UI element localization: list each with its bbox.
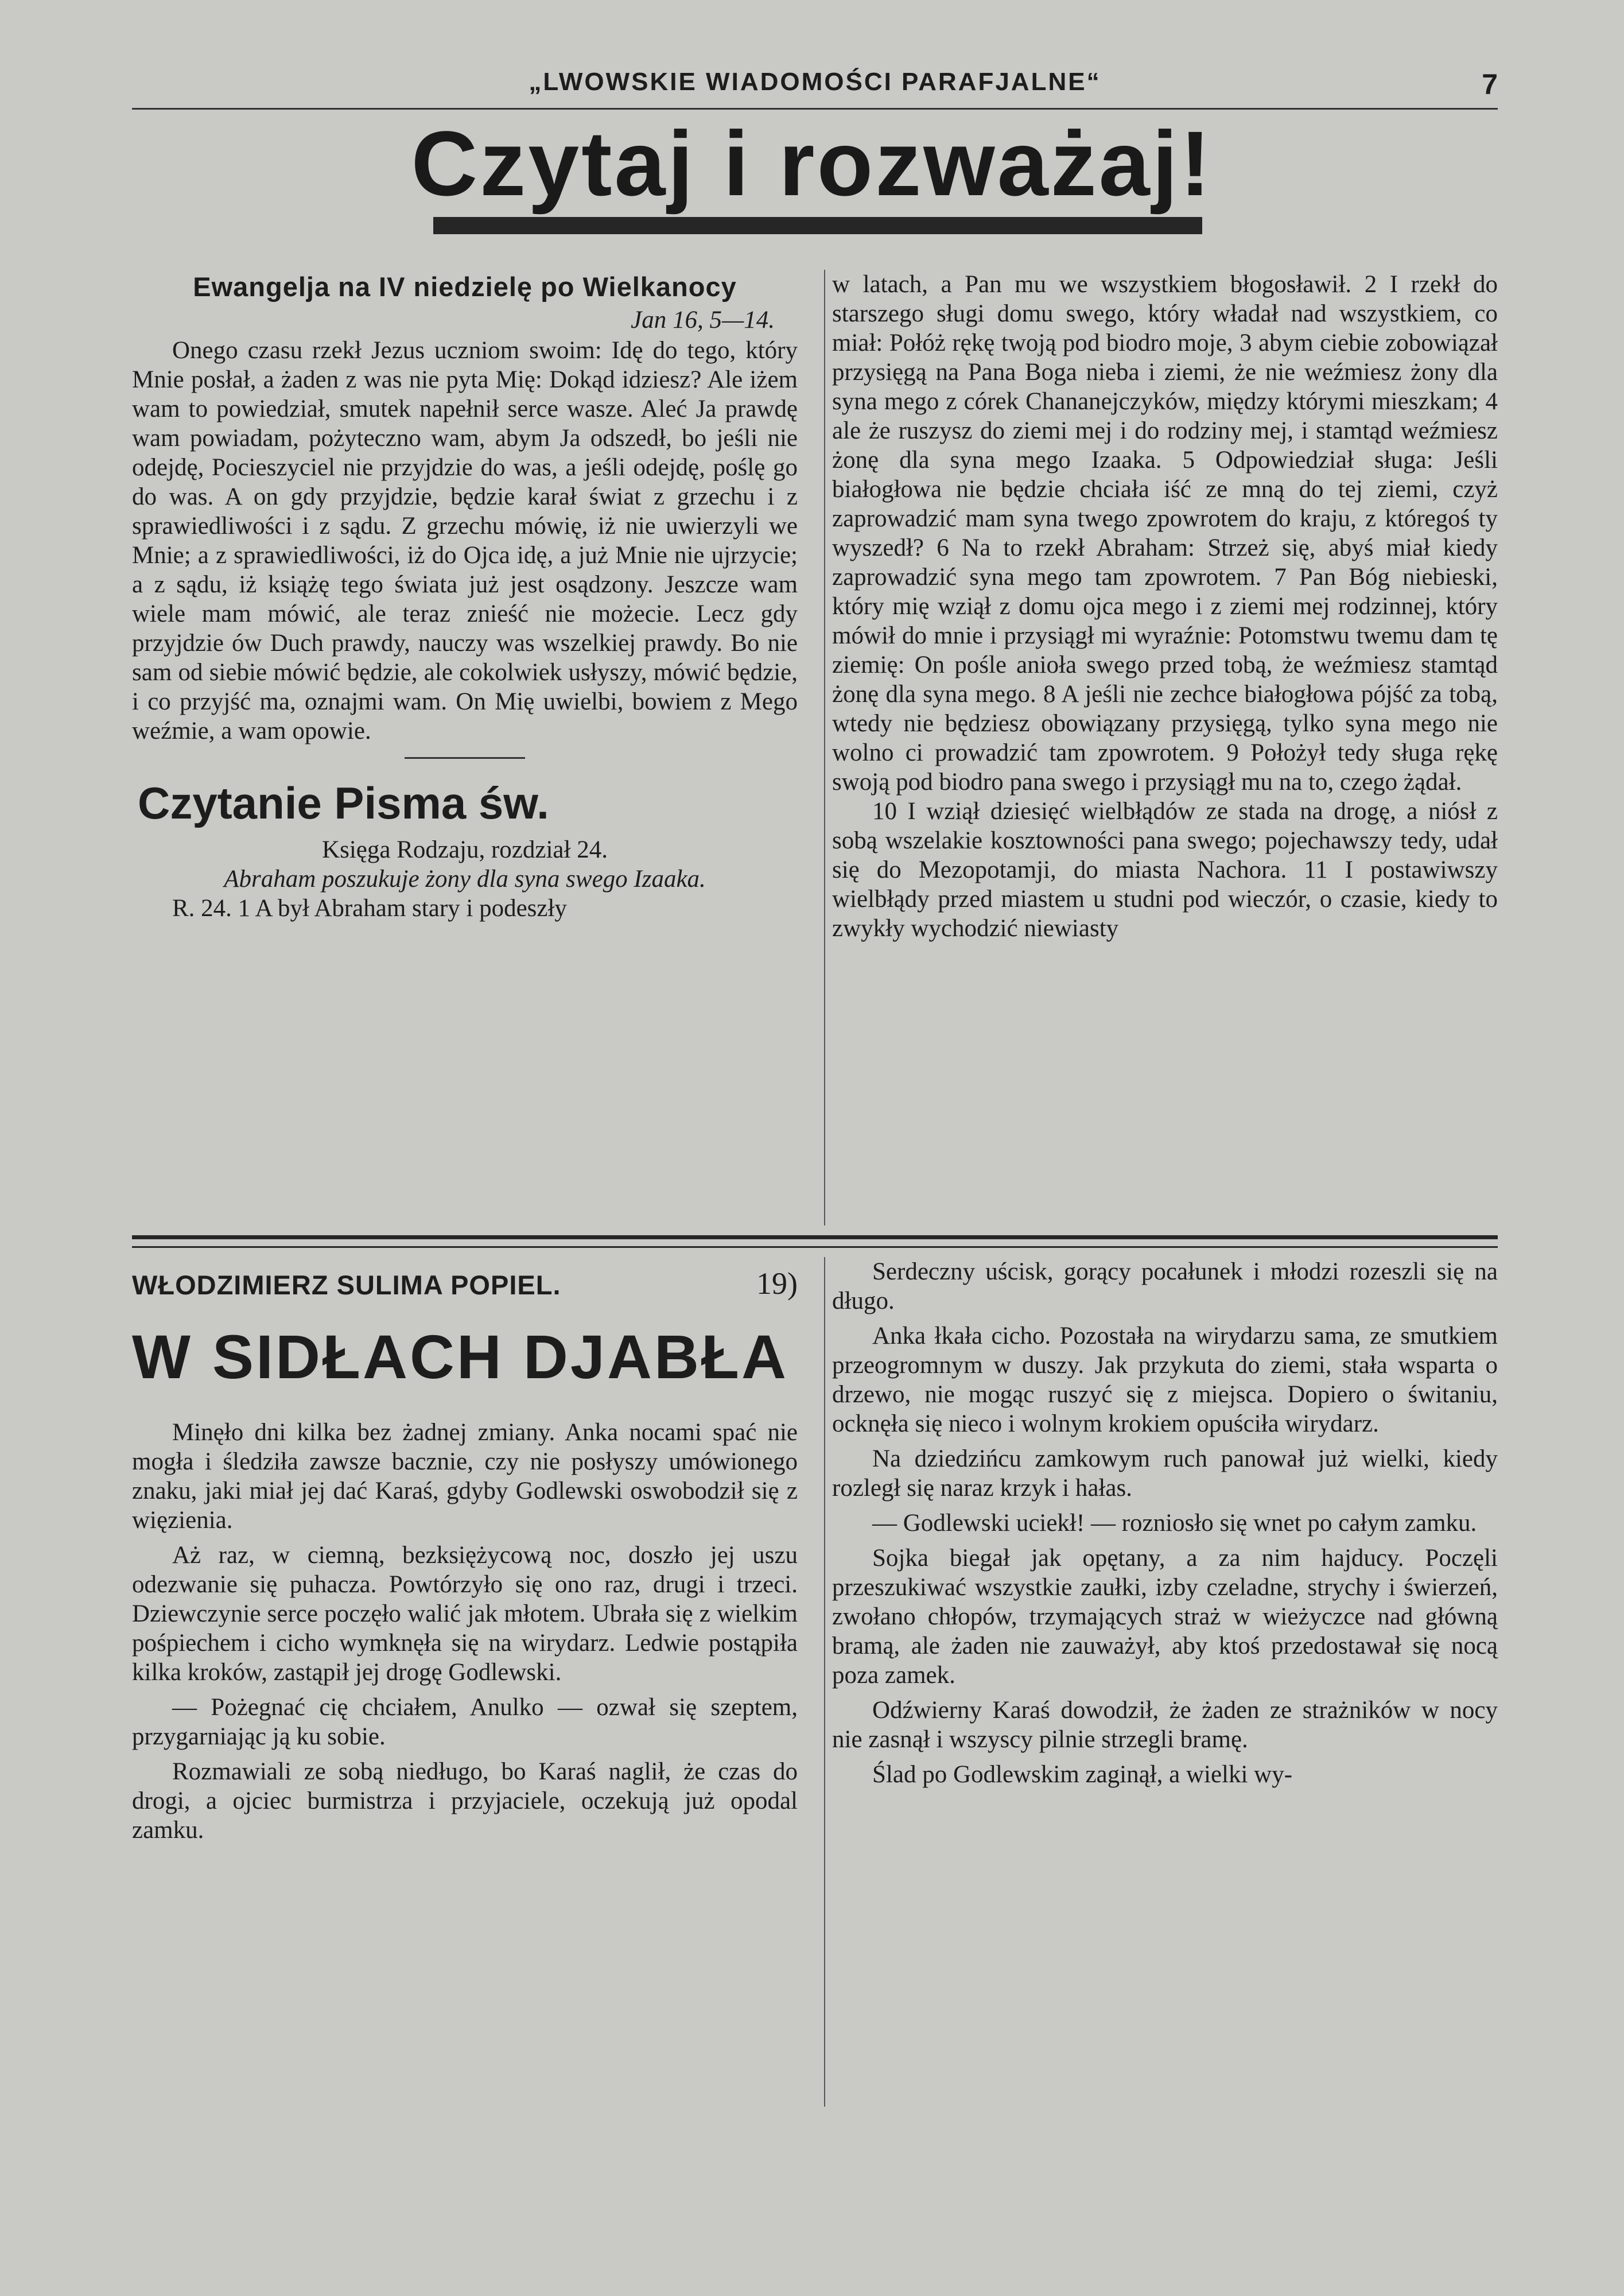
serial-paragraph: Aż raz, w ciemną, bezksiężycową noc, doszło jej uszu odezwanie się puhacza. Powtórzyło się ono raz, drugi i trzeci. Dziewczynie serce poczęło walić jak młotem. Ubrała się z wielkim pośpiechem i cicho wymknęła się na wirydarz. Ledwie postąpiła kilka kroków, zastąpił jej drogę Godlewski. [132, 1542, 798, 1686]
section-rule [405, 757, 525, 759]
serial-header [132, 1266, 798, 1306]
title-underline-bar [433, 217, 1202, 234]
column-divider-upper [824, 270, 825, 1225]
scripture-paragraph: R. 24. 1 A był Abraham stary i podeszły [172, 895, 567, 922]
serial-author: WŁODZIMIERZ SULIMA POPIEL. [132, 1270, 561, 1300]
scripture-heading: Czytanie Pisma św. [138, 778, 549, 828]
serial-paragraph: — Pożegnać cię chciałem, Anulko — ozwał się szeptem, przygarniając ją ku sobie. [132, 1694, 798, 1750]
scripture-paragraph: w latach, a Pan mu we wszystkiem błogosławił. 2 I rzekł do starszego sługi domu swego, który władał nad wszystkiem, co miał: Połóż rękę twoją pod biodro moje, 3 abym ciebie zobowiązał przysięgą na Pana Boga nieba i ziemi, że nie weźmiesz żony dla syna mego z córek Chananejczyków, między którymi mieszkam; 4 ale że ruszysz do ziemi mej i do rodziny mej, i stamtąd weźmiesz żonę dla syna mego Izaaka. 5 Odpowiedział sługa: Jeśli białogłowa nie będzie chciała iść ze mną do tej ziemi, czyż zaprowadzić mam syna twego zpowrotem do kraju, z któregoś ty wyszedł? 6 Na to rzekł Abraham: Strzeż się, abyś miał kiedy zaprowadzić syna mego tam zpowrotem. 7 Pan Bóg niebieski, który mię wziął z domu ojca mego i z ziemi mej rodzinnej, który mówił do mnie i przysiągł mi wyraźnie: Potomstwu twemu dam tę ziemię: On pośle anioła swego przed tobą, że weźmiesz stamtąd żonę dla syna mego. 8 A jeśli nie zechce białogłowa pójść za tobą, wtedy nie będziesz obowiązany przysięgą, tylko syna mego nie wolno ci prowadzić tam zpowrotem. 9 Położył tedy sługa rękę swoją pod biodro pana swego i przysiągł mu na to, czego żądał. [832, 271, 1498, 796]
serial-paragraph: Odźwierny Karaś dowodził, że żaden ze strażników w nocy nie zasnął i wszyscy pilnie strzegli bramę. [832, 1697, 1498, 1753]
gospel-paragraph: Onego czasu rzekł Jezus uczniom swoim: Idę do tego, który Mnie posłał, a żaden z was nie pyta Mię: Dokąd idziesz? Ale iżem wam to powiedział, smutek napełnił serce wasze. Aleć Ja prawdę wam powiadam, pożyteczno wam, abym Ja odszedł, bo jeśli nie odejdę, Pocieszyciel nie przyjdzie do was, a jeśli odejdę, poślę go do was. A on gdy przyjdzie, będzie karał świat z grzechu i z sprawiedliwości i z sądu. Z grzechu mówię, iż nie uwierzyli we Mnie; a z sprawiedliwości, iż do Ojca idę, a już Mnie nie ujrzycie; a z sądu, iż książę tego świata już jest osądzony. Jeszcze wam wiele mam mówić, ale teraz znieść nie możecie. Lecz gdy przyjdzie ów Duch prawdy, nauczy was wszelkiej prawdy. Bo nie sam od siebie mówić będzie, ale cokolwiek usłyszy, mówić będzie, i co przyjść ma, oznajmi wam. On Mię uwielbi, bowiem z Mego weźmie, a wam opowie. [132, 337, 798, 744]
serial-column-left [132, 1418, 798, 1845]
serial-paragraph: Anka łkała cicho. Pozostała na wirydarzu sama, ze smutkiem przeogromnym w duszy. Jak przykuta do ziemi, stała wsparta o drzewo, nie mogąc ruszyć się z miejsca. Dopiero o świtaniu, ocknęła się nieco i wolnym krokiem opuściła wirydarz. [832, 1322, 1498, 1437]
page-number: 7 [1482, 68, 1498, 100]
scripture-column-continued [832, 270, 1498, 943]
serial-column-right [832, 1257, 1498, 1789]
serial-paragraph: — Godlewski uciekł! — rozniosło się wnet po całym zamku. [872, 1510, 1477, 1537]
serial-installment: 19) [756, 1266, 798, 1301]
scripture-book: Księga Rodzaju, rozdział 24. [322, 836, 608, 863]
column-divider-lower [824, 1257, 825, 2107]
serial-paragraph: Rozmawiali ze sobą niedługo, bo Karaś naglił, że czas do drogi, a ojciec burmistrza i przyjaciele, oczekują już opodal zamku. [132, 1758, 798, 1844]
running-title: „LWOWSKIE WIADOMOŚCI PARAFJALNE“ [529, 68, 1101, 96]
serial-paragraph: Sojka biegał jak opętany, a za nim hajducy. Poczęli przeszukiwać wszystkie zaułki, izby czeladne, strychy i świerzeń, zwołano chłopów, trzymających straż w wieżyczce nad główną bramą, ale żaden nie zauważył, aby ktoś przedostawał się nocą poza zamek. [832, 1545, 1498, 1689]
scripture-subtitle: Abraham poszukuje żony dla syna swego Izaaka. [224, 866, 706, 893]
serial-paragraph: Serdeczny uścisk, gorący pocałunek i młodzi rozeszli się na długo. [832, 1258, 1498, 1314]
serial-title: W SIDŁACH DJABŁA [132, 1322, 788, 1391]
main-title: Czytaj i rozważaj! [411, 112, 1213, 215]
section-separator [132, 1235, 1498, 1248]
serial-paragraph: Ślad po Godlewskim zaginął, a wielki wy- [872, 1761, 1293, 1788]
serial-paragraph: Minęło dni kilka bez żadnej zmiany. Anka nocami spać nie mogła i śledziła zawsze bacznie, czy nie posłyszy umówionego znaku, jaki miał jej dać Karaś, gdyby Godlewski oswobodził się z więzienia. [132, 1419, 798, 1534]
scripture-paragraph: 10 I wziął dziesięć wielbłądów ze stada na drogę, a niósł z sobą wszelakie kosztowności pana swego; pojechawszy tedy, udał się do Mezopotamji, do miasta Nachora. 11 I postawiwszy wielbłądy przed miastem u studni pod wieczór, o czasie, kiedy to zwykły wychodzić niewiasty [832, 798, 1498, 942]
running-header [132, 68, 1498, 110]
serial-paragraph: Na dziedzińcu zamkowym ruch panował już wielki, kiedy rozległ się naraz krzyk i hałas. [832, 1445, 1498, 1502]
gospel-heading: Ewangelja na IV niedzielę po Wielkanocy [193, 272, 737, 302]
gospel-reference: Jan 16, 5—14. [631, 307, 775, 333]
gospel-column [132, 270, 798, 923]
